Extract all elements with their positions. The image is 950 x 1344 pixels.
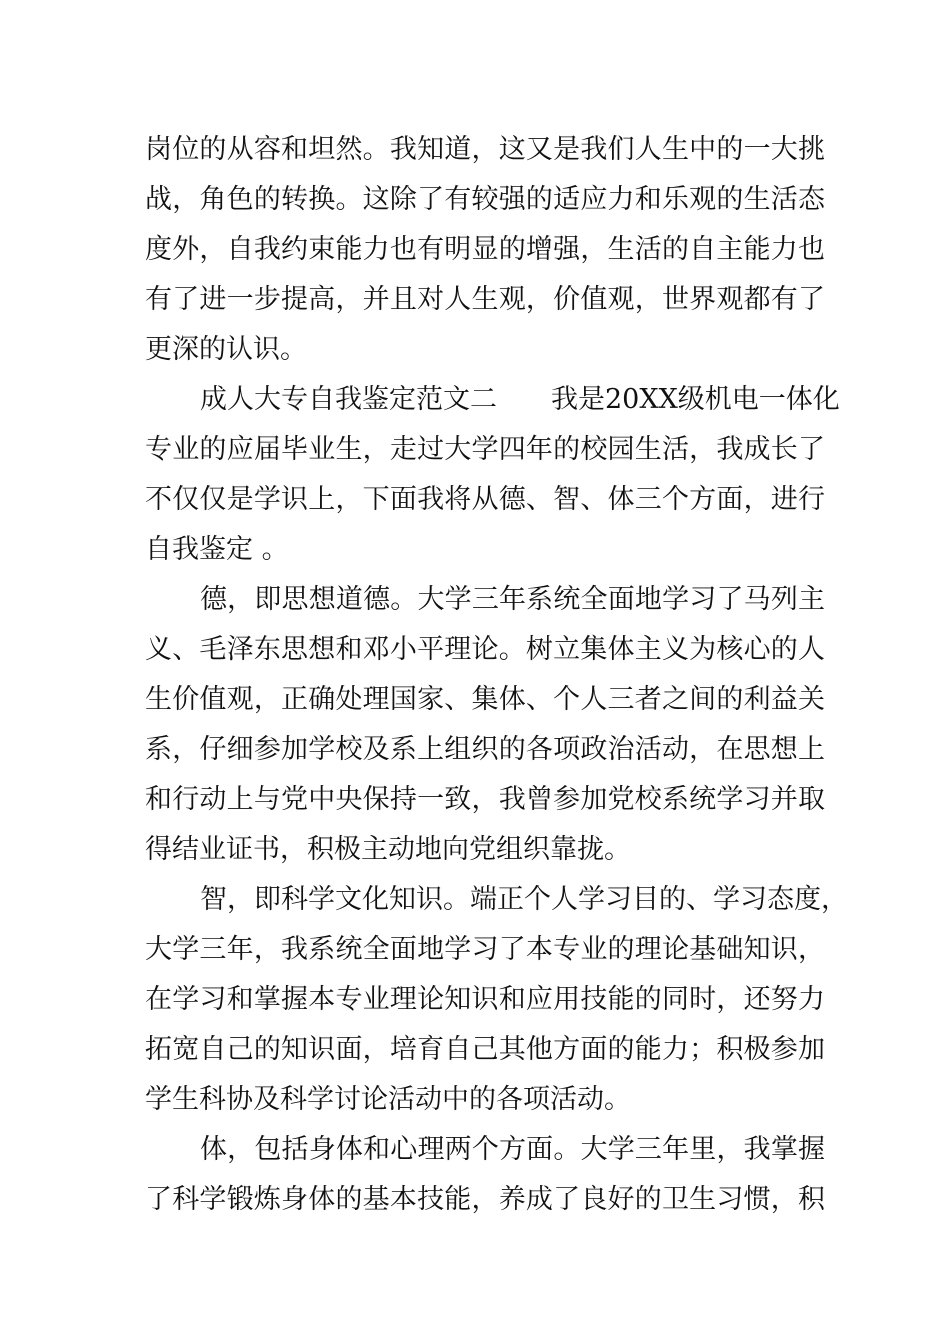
text-line: 学生科协及科学讨论活动中的各项活动。 bbox=[145, 1084, 631, 1115]
text-line: 系，仔细参加学校及系上组织的各项政治活动，在思想上 bbox=[145, 734, 825, 765]
text-line: 在学习和掌握本专业理论知识和应用技能的同时，还努力 bbox=[145, 984, 825, 1015]
text-line: 了科学锻炼身体的基本技能，养成了良好的卫生习惯，积 bbox=[145, 1184, 825, 1215]
text-line: 大学三年，我系统全面地学习了本专业的理论基础知识， bbox=[145, 934, 825, 965]
text-line: 自我鉴定 。 bbox=[145, 534, 289, 565]
text-line: 拓宽自己的知识面，培育自己其他方面的能力；积极参加 bbox=[145, 1034, 825, 1065]
text-line: 得结业证书，积极主动地向党组织靠拢。 bbox=[145, 834, 631, 865]
text-line: 和行动上与党中央保持一致，我曾参加党校系统学习并取 bbox=[145, 784, 825, 815]
text-line: 义、毛泽东思想和邓小平理论。树立集体主义为核心的人 bbox=[145, 634, 825, 665]
text-line: 生价值观，正确处理国家、集体、个人三者之间的利益关 bbox=[145, 684, 825, 715]
text-line: 度外，自我约束能力也有明显的增强，生活的自主能力也 bbox=[145, 234, 825, 265]
text-line: 岗位的从容和坦然。我知道，这又是我们人生中的一大挑 bbox=[145, 134, 825, 165]
text-line: 体，包括身体和心理两个方面。大学三年里，我掌握 bbox=[200, 1134, 825, 1165]
text-line: 智，即科学文化知识。端正个人学习目的、学习态度， bbox=[200, 884, 848, 915]
text-line: 有了进一步提高，并且对人生观，价值观，世界观都有了 bbox=[145, 284, 825, 315]
text-line: 更深的认识。 bbox=[145, 334, 307, 365]
text-line: 德，即思想道德。大学三年系统全面地学习了马列主 bbox=[200, 584, 825, 615]
text-line: 成人大专自我鉴定范文二 我是20XX级机电一体化 bbox=[200, 384, 840, 415]
text-line: 专业的应届毕业生，走过大学四年的校园生活，我成长了 bbox=[145, 434, 825, 465]
text-line: 不仅仅是学识上，下面我将从德、智、体三个方面，进行 bbox=[145, 484, 825, 515]
text-line: 战，角色的转换。这除了有较强的适应力和乐观的生活态 bbox=[145, 184, 825, 215]
